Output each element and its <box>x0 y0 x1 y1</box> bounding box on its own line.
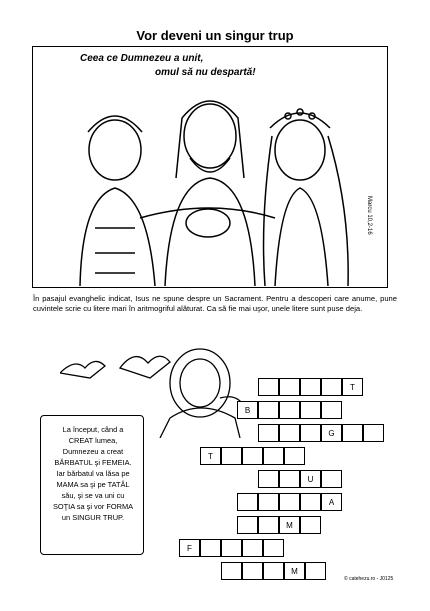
crossword-cell[interactable] <box>258 378 279 396</box>
crossword-cell[interactable] <box>279 424 300 442</box>
crossword-cell[interactable]: M <box>279 516 300 534</box>
crossword-cell[interactable] <box>321 401 342 419</box>
crossword-cell[interactable] <box>263 562 284 580</box>
wedding-illustration <box>60 88 360 286</box>
crossword-cell[interactable] <box>263 539 284 557</box>
crossword-cell[interactable] <box>221 539 242 557</box>
crossword-cell[interactable] <box>342 424 363 442</box>
scroll-text: La început, când a CREAT lumea, Dumnezeu a creat BĂRBATUL şi FEMEIA. Iar bărbatul va lăsa pe MAMA sa şi pe TATĂL său, şi se va uni cu SOŢIA sa şi vor FORMA un SINGUR TRUP. <box>52 425 134 522</box>
crossword-cell[interactable]: G <box>321 424 342 442</box>
crossword-cell[interactable] <box>258 401 279 419</box>
crossword-cell[interactable] <box>300 516 321 534</box>
crossword-cell[interactable] <box>321 378 342 396</box>
copyright-note: © catehezu.ro - J0125 <box>344 576 394 582</box>
crossword-cell[interactable] <box>279 401 300 419</box>
crossword-cell[interactable] <box>363 424 384 442</box>
crossword-cell[interactable] <box>221 447 242 465</box>
crossword-cell[interactable] <box>237 493 258 511</box>
crossword-cell[interactable] <box>284 447 305 465</box>
instructions-text: În pasajul evanghelic indicat, Isus ne spune despre un Sacrament. Pentru a descoperi care anume, pune cuvintele scrie cu litere mari în aritmogriful alăturat. Ca să fie mai uşor, unele litere sunt puse deja. <box>33 294 397 313</box>
crossword-cell[interactable]: F <box>179 539 200 557</box>
crossword-cell[interactable] <box>279 378 300 396</box>
scripture-reference: Marcu 10,2-16 <box>366 196 372 235</box>
crossword-cell[interactable] <box>242 447 263 465</box>
crossword-cell[interactable] <box>258 493 279 511</box>
page-title: Vor deveni un singur trup <box>136 28 294 43</box>
crossword-cell[interactable] <box>200 539 221 557</box>
crossword-cell[interactable] <box>300 378 321 396</box>
crossword-cell[interactable] <box>237 516 258 534</box>
crossword-cell[interactable] <box>300 424 321 442</box>
crossword-cell[interactable] <box>279 470 300 488</box>
crossword-cell[interactable] <box>279 493 300 511</box>
crossword-cell[interactable]: T <box>200 447 221 465</box>
crossword-cell[interactable] <box>300 401 321 419</box>
crossword-cell[interactable] <box>242 539 263 557</box>
crossword-cell[interactable] <box>258 470 279 488</box>
crossword-cell[interactable]: A <box>321 493 342 511</box>
crossword-cell[interactable] <box>305 562 326 580</box>
crossword-cell[interactable]: B <box>237 401 258 419</box>
crossword-cell[interactable] <box>263 447 284 465</box>
crossword-cell[interactable] <box>300 493 321 511</box>
crossword-cell[interactable]: T <box>342 378 363 396</box>
crossword-cell[interactable] <box>242 562 263 580</box>
crossword-cell[interactable] <box>321 470 342 488</box>
crossword-cell[interactable] <box>258 516 279 534</box>
crossword-cell[interactable]: U <box>300 470 321 488</box>
quote-line-1: Ceea ce Dumnezeu a unit, <box>80 53 204 64</box>
crossword-cell[interactable] <box>221 562 242 580</box>
crossword-cell[interactable] <box>258 424 279 442</box>
quote-line-2: omul să nu despartă! <box>155 67 256 78</box>
crossword-cell[interactable]: M <box>284 562 305 580</box>
